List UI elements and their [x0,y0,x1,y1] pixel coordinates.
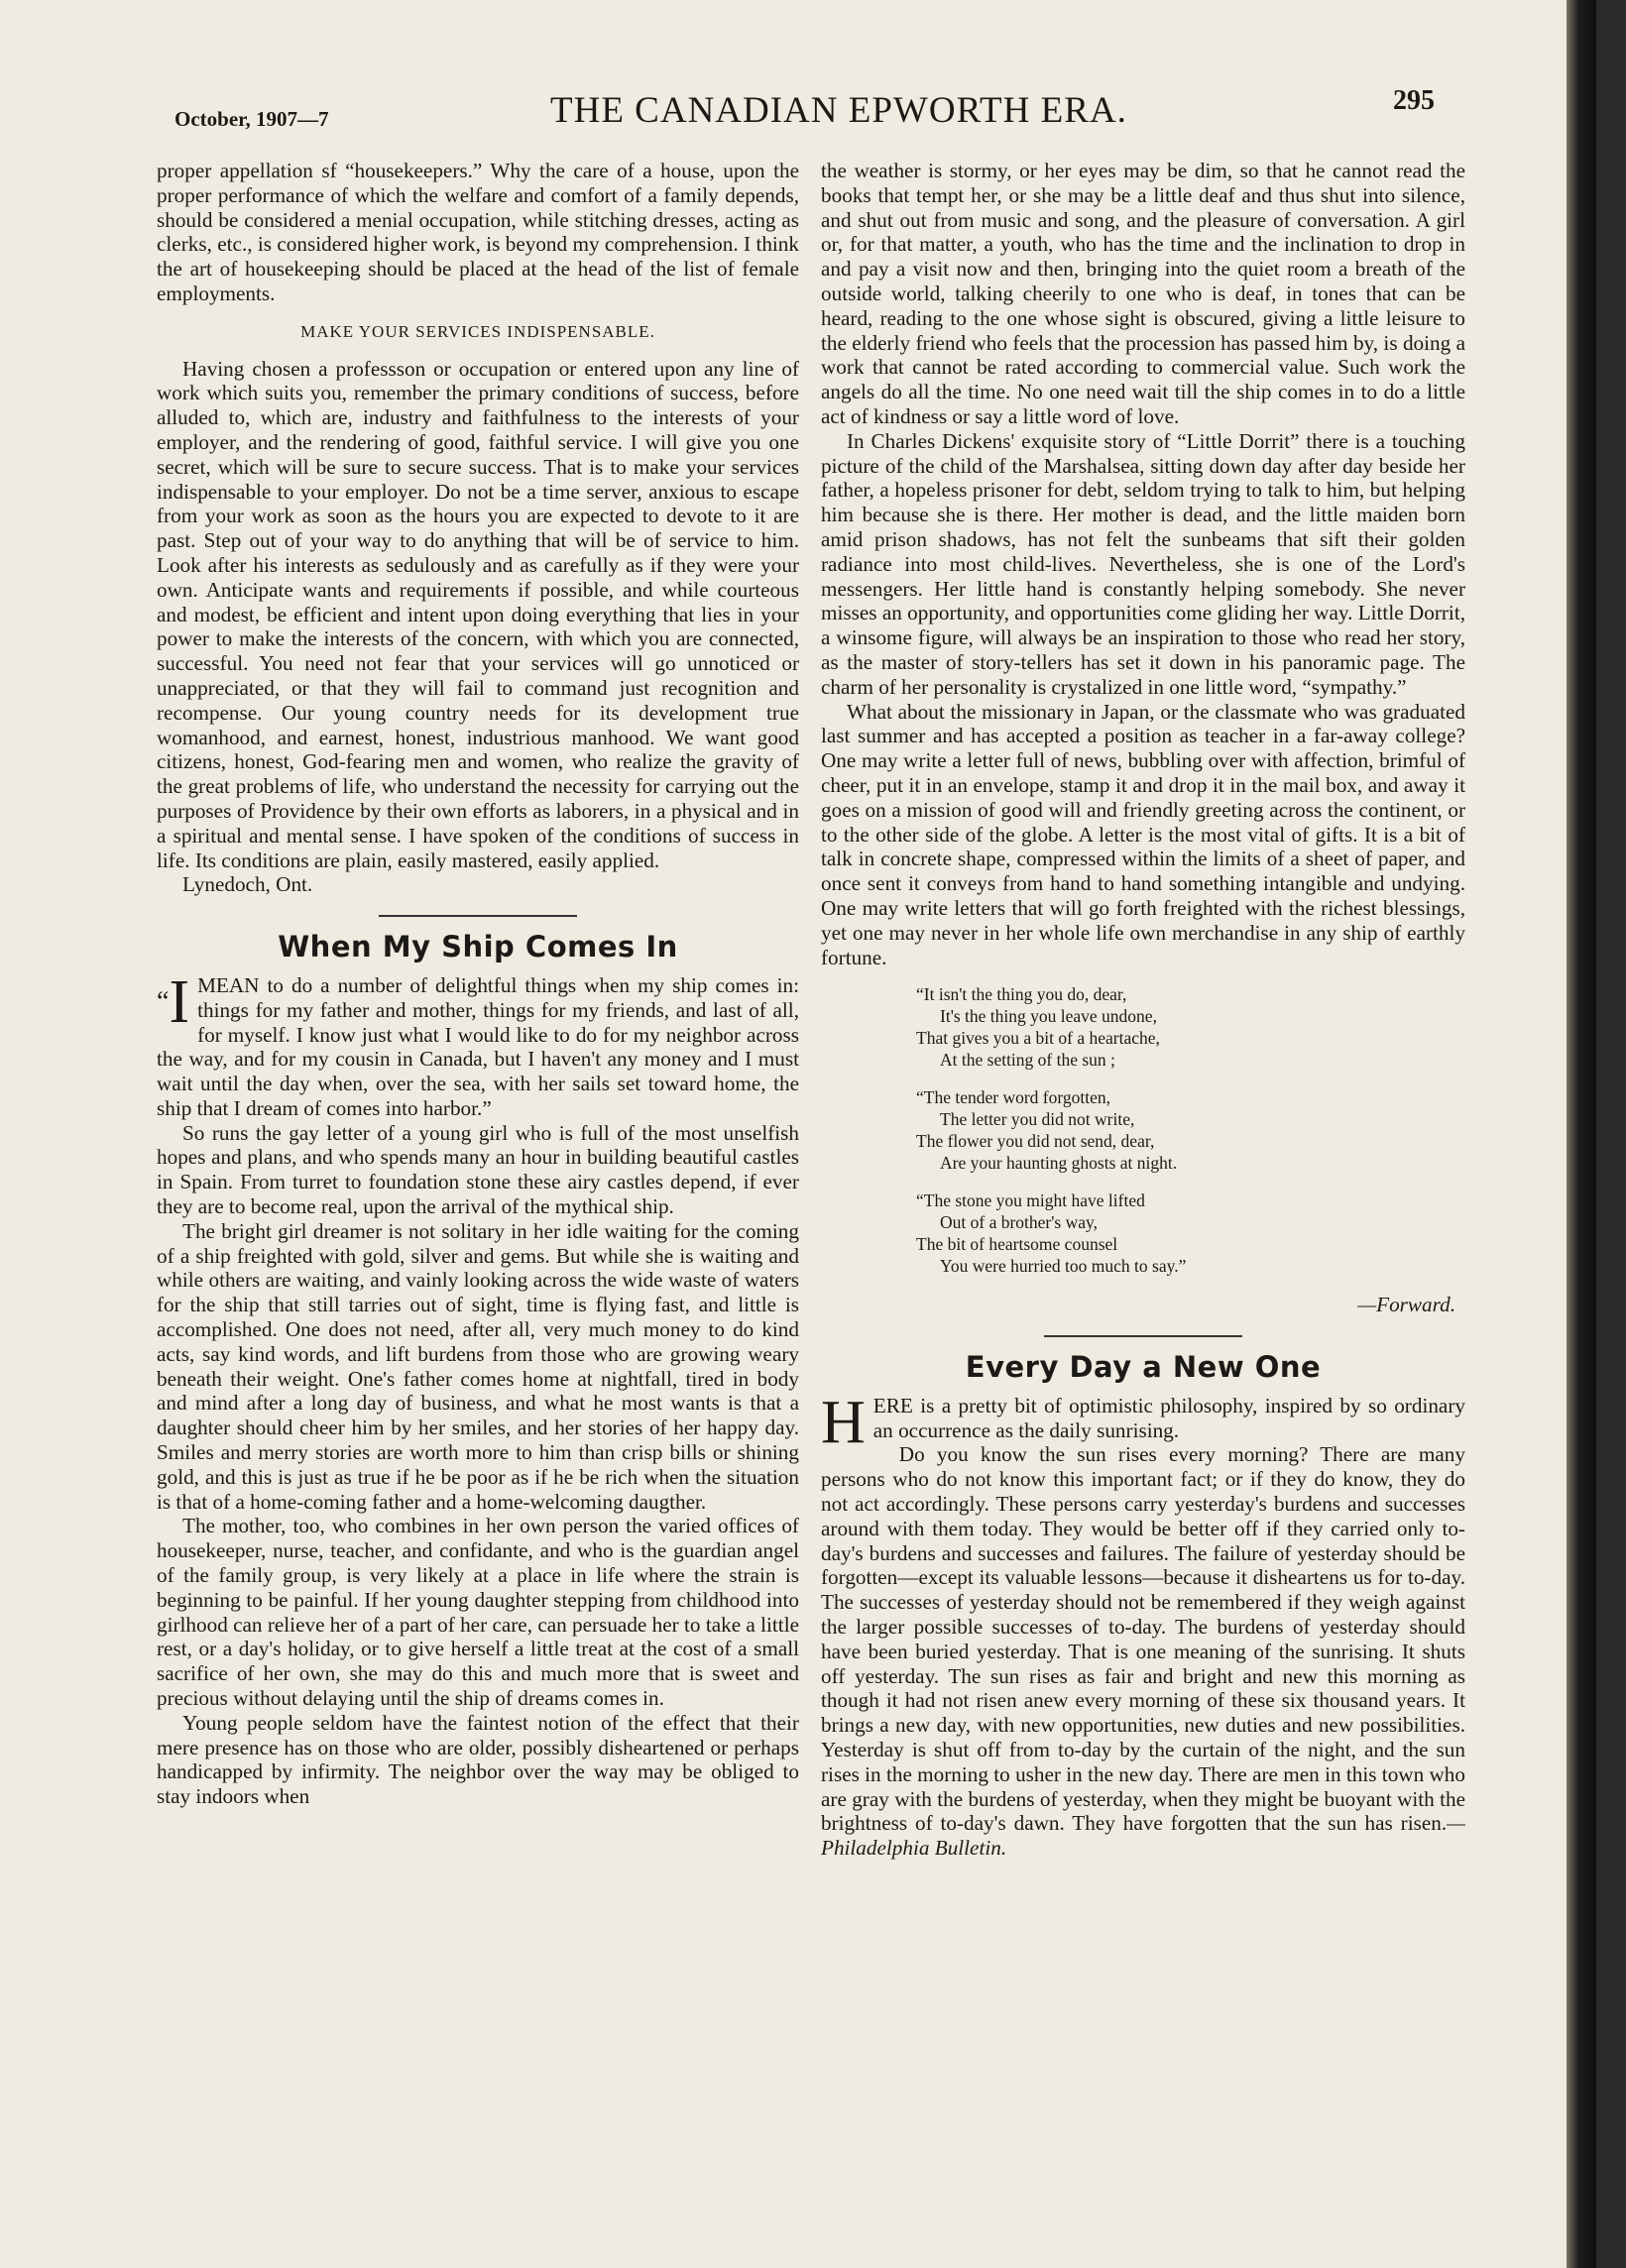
divider-rule [1044,1335,1242,1337]
page-header [0,85,1596,145]
poem-line: Out of a brother's way, [940,1212,1098,1233]
magazine-title: THE CANADIAN EPWORTH ERA. [550,90,1127,131]
divider-rule [379,915,577,917]
poem-line: “The tender word forgotten, [916,1087,1110,1108]
drop-cap [157,967,190,1036]
poem-line: It's the thing you leave undone, [940,1006,1157,1027]
section-subheading: MAKE YOUR SERVICES INDISPENSABLE. [300,321,655,341]
poem-stanza [916,983,1465,1071]
poem-line: The flower you did not send, dear, [916,1131,1155,1152]
open-quote: “ [157,985,170,1017]
right-column [821,159,1465,1861]
poem-line: That gives you a bit of a heartache, [916,1028,1160,1049]
paragraph-text: Do you know the sun rises every morning? There are many persons who do not know this important fact; or if they do know, they do not act accordingly. These persons carry yesterday's burdens and successes around with them today. They would be better off if they carried only to-day's burdens and successes and failures. The failure of yesterday should be forgotten—except its valuable lessons—because it disheartens us for to-day. The successes of yesterday should not be remembered if they weigh against the larger possible successes of to-day. The burdens of yesterday should have been buried yesterday. That is one meaning of the sunrising. It shuts off yesterday. The sun rises as fair and bright and new this morning as though it had not risen anew every morning of these six thousand years. It brings a new day, with new opportunities, new duties and new possibilities. Yesterday is shut off from to-day by the curtain of the night, and the sun rises in the morning to usher in the new day. There are men in this town who are gray with the burdens of yesterday, when they might be buoyant with the brightness of to-day's dawn. They have forgotten that the sun has risen. [821,1442,1465,1836]
paragraph: the weather is stormy, or her eyes may be dim, so that he cannot read the books that tempt her, or she may be a little deaf and thus shut into silence, and shut out from music and song, and the pleasure of conversation. A girl or, for that matter, a youth, who has the time and the inclination to drop in and pay a visit now and then, bringing into the quiet room a breath of the outside world, talking cheerily to one who is deaf, in tones that can be heard, reading to the one whose sight is obscured, giving a little leisure to the elderly friend who feels that the procession has passed him by, is doing a work that cannot be rated according to commercial value. Such work the angels do all the time. No one need wait till the ship comes in to do a little act of kindness or say a little word of love. [821,159,1465,428]
paragraph [821,1442,1465,1861]
article-title: When My Ship Comes In [278,930,678,964]
poem-stanza [916,1086,1465,1174]
paragraph-text: MEAN to do a number of delightful things when my ship comes in: things for my father and mother, things for my friends, and last of all, for myself. I know just what I would like to do for my neighbor across the way, and for my cousin in Canada, but I haven't any money and I must wait until the day when, over the sea, with her sails set toward home, the ship that I dream of comes into harbor.” [157,972,799,1120]
drop-cap-letter: I [169,967,190,1036]
poem-stanza [916,1190,1465,1277]
paragraph-with-drop-cap [157,967,799,1121]
poem-line: The letter you did not write, [940,1109,1135,1130]
paragraph: What about the missionary in Japan, or the classmate who was graduated last summer and has accepted a position as teacher in a far-away college? One may write a letter full of news, bubbling over with affection, brimful of cheer, put it in an envelope, stamp it and drop it in the mail box, and away it goes on a mission of good will and friendly greeting across the continent, or to the other side of the globe. A letter is the most vital of gifts. It is a bit of talk in concrete shape, compressed within the limits of a sheet of paper, and once sent it conveys from hand to hand something intangible and undying. One may write letters that will go forth freighted with the richest blessings, yet one may never in her whole life own merchandise in any ship of earthly fortune. [821,699,1465,969]
article-title: Every Day a New One [965,1350,1322,1385]
source-credit: —Philadelphia Bulletin. [821,1811,1465,1861]
paragraph: In Charles Dickens' exquisite story of “Little Dorrit” there is a touching picture of the child of the Marshalsea, sitting down day after day beside her father, a hopeless prisoner for debt, seldom trying to talk to him, but helping him because she is there. Her mother is dead, and the little maiden born amid prison shadows, has not felt the sunbeams that sift their golden radiance into most child-lives. Nevertheless, she is one of the Lord's messengers. Her little hand is constantly helping somebody. She never misses an opportunity, and opportunities come gliding her way. Little Dorrit, a winsome figure, will always be an inspiration to those who read her story, as the master of story-tellers has set it down in his panoramic page. The charm of her personality is crystalized in one little word, “sympathy.” [821,428,1465,699]
poem-line: At the setting of the sun ; [940,1050,1115,1071]
binding-edge [1567,0,1596,2268]
paragraph: The mother, too, who combines in her own person the varied offices of housekeeper, nurse, teacher, and confidante, and who is the guardian angel of the family group, is very likely at a place in life where the strain is beginning to be painful. If her young daughter stepping from childhood into girlhood can relieve her of a part of her care, can persuade her to take a little rest, or a day's holiday, or to give herself a little treat at the cost of a small sacrifice of her own, she may do this and much more that is sweet and precious without delaying until the ship of dreams comes in. [157,1514,799,1711]
paragraph: Young people seldom have the faintest notion of the effect that their mere presence has on those who are older, possibly disheartened or perhaps handicapped by infirmity. The neighbor over the way may be obliged to stay indoors when [157,1710,799,1809]
issue-date: October, 1907—7 [174,107,329,131]
paragraph-with-drop-cap [821,1388,1465,1456]
poem [916,983,1465,1277]
poem-credit: —Forward. [1357,1293,1455,1317]
left-column [157,159,799,1809]
paragraph: So runs the gay letter of a young girl who is full of the most unselfish hopes and plans, and who spends many an hour in building beautiful castles in Spain. From turret to foundation stone these airy castles depend, if ever they are to become real, upon the arrival of the mythical ship. [157,1120,799,1219]
poem-line: “It isn't the thing you do, dear, [916,984,1127,1005]
signature: Lynedoch, Ont. [182,872,313,897]
paragraph: Having chosen a professson or occupation or entered upon any line of work which suits you, remember the primary conditions of success, before alluded to, which are, industry and faithfulness to the interests of your employer, and the rendering of good, faithful service. I will give you one secret, which will be sure to secure success. That is to make your services indispensable to your employer. Do not be a time server, anxious to escape from your work as soon as the hours you are expected to devote to it are past. Step out of your way to do anything that will be of service to him. Look after his interests as sedulously and as carefully as if they were your own. Anticipate wants and requirements if possible, and while courteous and modest, be efficient and intent upon doing everything that lies in your power to make the interests of the concern, with which you are connected, successful. You need not fear that your services will go unnoticed or unappreciated, or that they will fail to command just recognition and recompense. Our young country needs for its development true womanhood, and earnest, honest, industrious manhood. We want good citizens, honest, God-fearing men and women, who realize the gravity of the great problems of life, who understand the necessity for carrying out the purposes of Providence by their own efforts as laborers, in a physical and in a spiritual and mental sense. I have spoken of the conditions of success in life. Its conditions are plain, easily mastered, easily applied. [157,356,799,872]
page-number: 295 [1393,85,1435,116]
drop-cap: H [821,1388,866,1456]
paragraph-text: ERE is a pretty bit of optimistic philosophy, inspired by so ordinary an occurrence as the daily sunrising. [872,1393,1465,1442]
poem-line: You were hurried too much to say.” [940,1256,1187,1277]
paragraph: The bright girl dreamer is not solitary in her idle waiting for the coming of a ship freighted with gold, silver and gems. But while she is waiting and while others are waiting, and vainly looking across the wide waste of waters for the ship that still tarries out of sight, time is flying fast, and little is accomplished. One does not need, after all, very much money to do kind acts, say kind words, and lift burdens from those who are growing weary beneath their weight. One's father comes home at nightfall, tired in body and mind after a long day of business, and what he most wants is that a daughter should cheer him by her smiles, and her stories of her happy day. Smiles and merry stories are worth more to him than crisp bills or shining gold, and this is just as true if he be poor as if he be rich when the situation is that of a home-coming father and a home-welcoming daugther. [157,1218,799,1514]
poem-line: The bit of heartsome counsel [916,1234,1118,1255]
poem-line: Are your haunting ghosts at night. [940,1153,1178,1174]
poem-line: “The stone you might have lifted [916,1191,1145,1211]
paragraph: proper appellation sf “housekeepers.” Why the care of a house, upon the proper performance of which the welfare and comfort of a family depends, should be considered a menial occupation, while stitching dresses, acting as clerks, etc., is considered higher work, is beyond my comprehension. I think the art of housekeeping should be placed at the head of the list of female employments. [157,159,799,305]
